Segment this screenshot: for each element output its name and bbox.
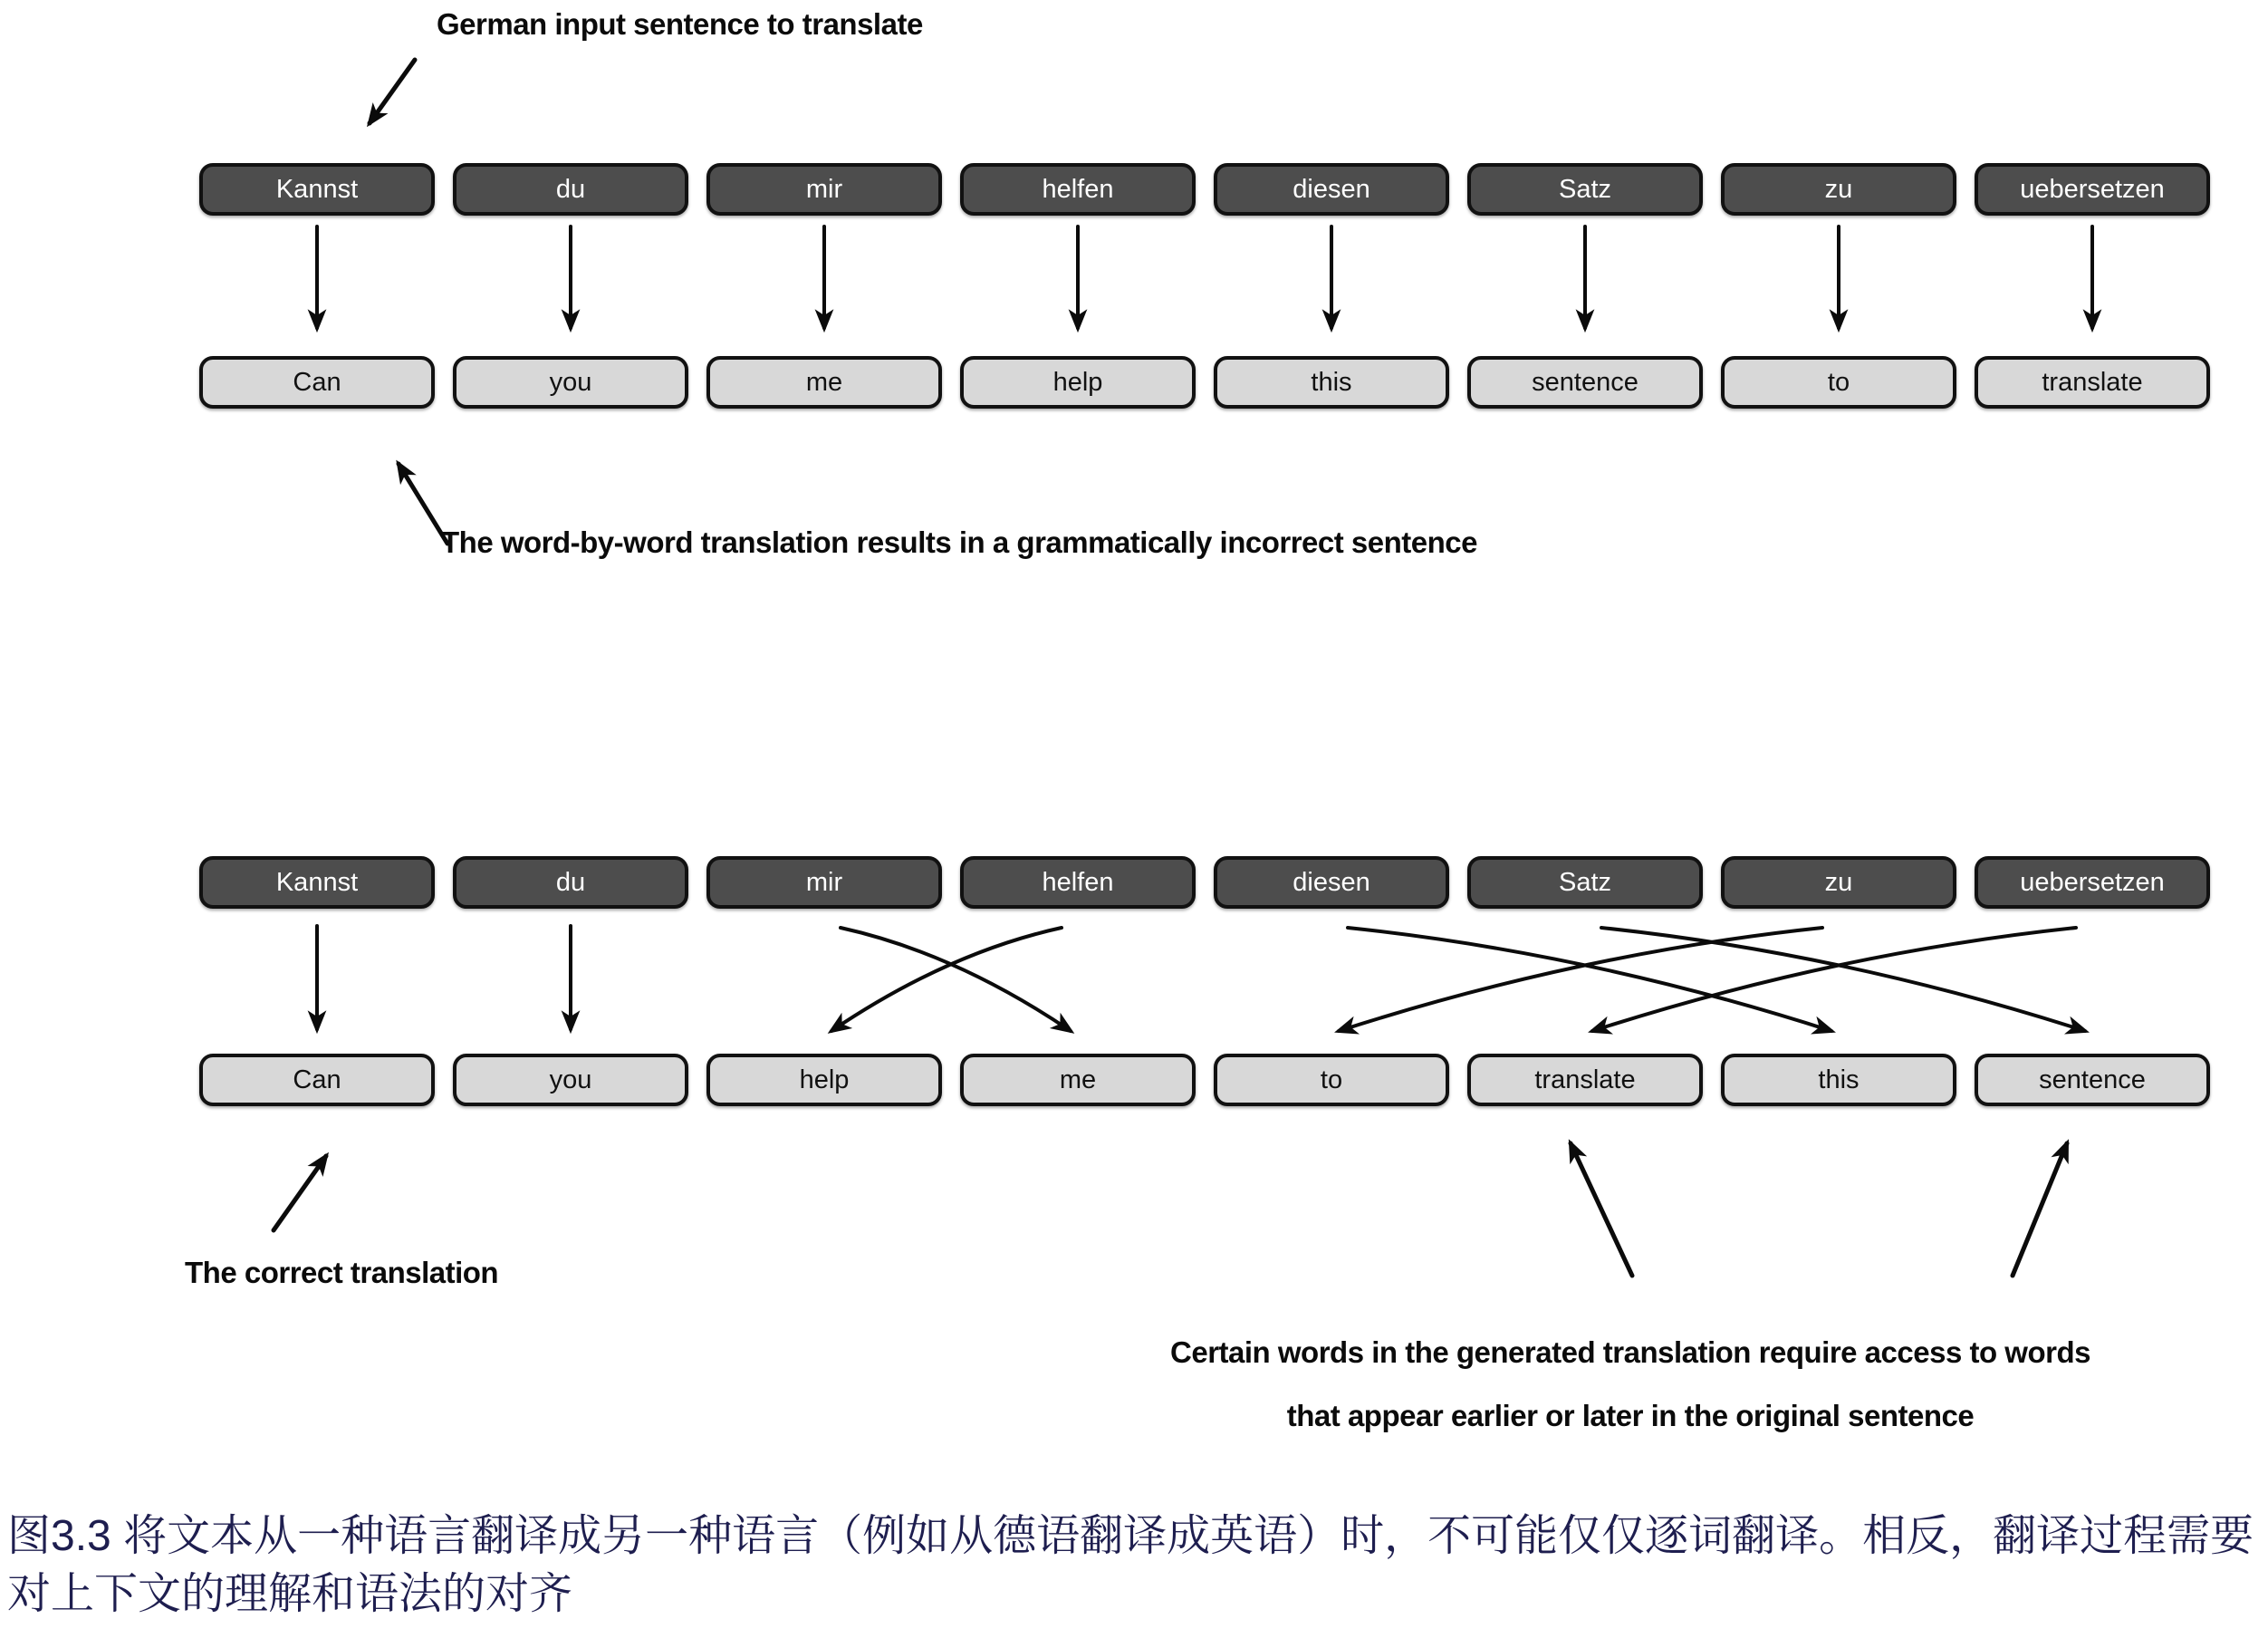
top-english-word-to: to xyxy=(1721,356,1956,409)
top-english-word-you: you xyxy=(453,356,688,409)
bottom-german-word-uebersetzen: uebersetzen xyxy=(1975,856,2210,909)
top-german-word-zu: zu xyxy=(1721,163,1956,216)
bottom-german-word-zu: zu xyxy=(1721,856,1956,909)
bottom-german-word-diesen: diesen xyxy=(1214,856,1449,909)
top-english-word-this: this xyxy=(1214,356,1449,409)
top-german-word-satz: Satz xyxy=(1467,163,1703,216)
top-german-word-uebersetzen: uebersetzen xyxy=(1975,163,2210,216)
top-english-word-translate: translate xyxy=(1975,356,2210,409)
bottom-german-word-satz: Satz xyxy=(1467,856,1703,909)
bottom-english-word-translate: translate xyxy=(1467,1054,1703,1106)
bottom-german-word-du: du xyxy=(453,856,688,909)
figure-caption: 图3.3 将文本从一种语言翻译成另一种语言（例如从德语翻译成英语）时，不可能仅仅逐词翻译。相反，翻译过程需要对上下文的理解和语法的对齐 xyxy=(7,1512,2254,1618)
annotation-context-access xyxy=(1058,1321,2203,1448)
bottom-english-word-this: this xyxy=(1721,1054,1956,1106)
annotation-context-line1: Certain words in the generated translation require access to words xyxy=(1170,1335,2090,1369)
bottom-english-word-to: to xyxy=(1214,1054,1449,1106)
bottom-english-word-help: help xyxy=(706,1054,942,1106)
top-german-word-mir: mir xyxy=(706,163,942,216)
annotation-german-input: German input sentence to translate xyxy=(437,7,923,41)
top-english-word-sentence: sentence xyxy=(1467,356,1703,409)
bottom-english-word-sentence: sentence xyxy=(1975,1054,2210,1106)
bottom-english-word-you: you xyxy=(453,1054,688,1106)
top-german-word-kannst: Kannst xyxy=(199,163,435,216)
bottom-german-word-kannst: Kannst xyxy=(199,856,435,909)
top-english-word-can: Can xyxy=(199,356,435,409)
top-german-word-helfen: helfen xyxy=(960,163,1196,216)
annotation-context-line2: that appear earlier or later in the original sentence xyxy=(1286,1399,1975,1432)
bottom-english-word-can: Can xyxy=(199,1054,435,1106)
bottom-german-word-mir: mir xyxy=(706,856,942,909)
annotation-correct-translation: The correct translation xyxy=(185,1256,499,1289)
bottom-english-word-me: me xyxy=(960,1054,1196,1106)
top-german-word-du: du xyxy=(453,163,688,216)
top-english-word-help: help xyxy=(960,356,1196,409)
annotation-word-by-word-result: The word-by-word translation results in a grammatically incorrect sentence xyxy=(441,525,1477,559)
bottom-german-word-helfen: helfen xyxy=(960,856,1196,909)
top-english-word-me: me xyxy=(706,356,942,409)
top-german-word-diesen: diesen xyxy=(1214,163,1449,216)
